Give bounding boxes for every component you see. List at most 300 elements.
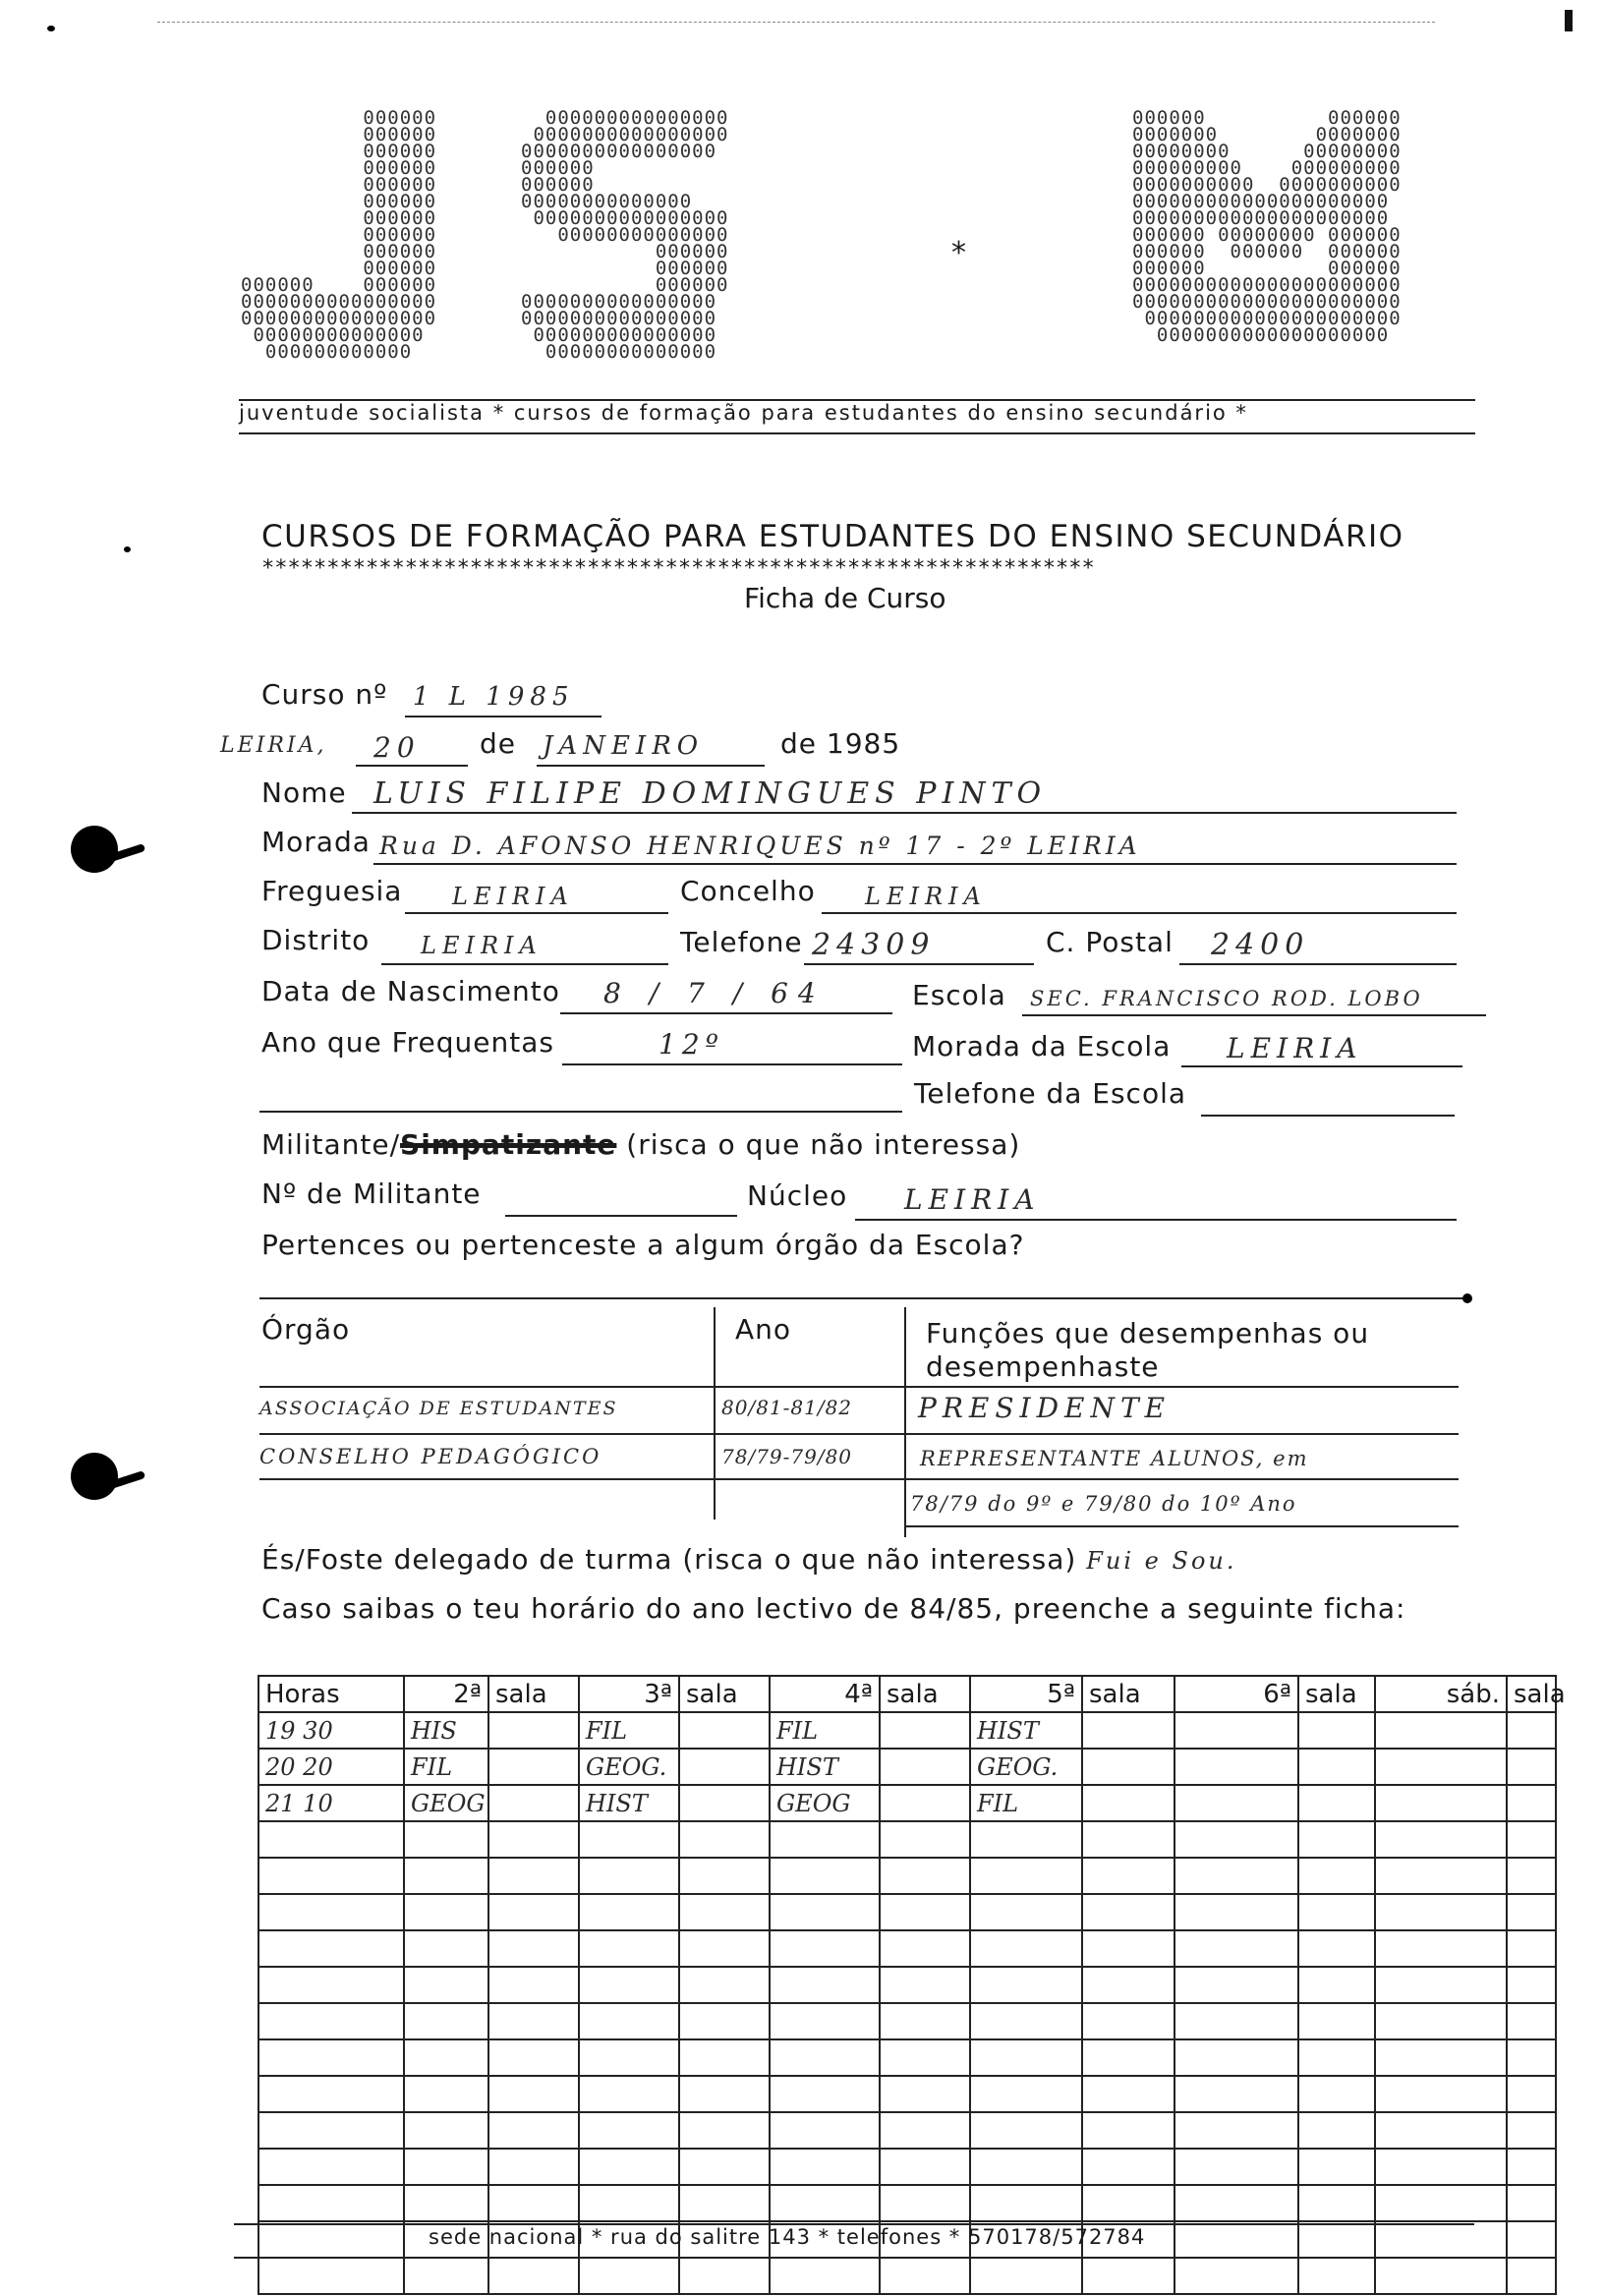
horario-header-8: sala [1082,1676,1174,1712]
horario-table [258,1675,1566,2295]
simpatizante-label: Simpatizante [400,1128,617,1161]
orgao-row-1-orgao: ASSOCIAÇÃO DE ESTUDANTES [259,1398,618,1419]
horario-cell [1082,2076,1174,2112]
horario-cell [1507,1967,1556,2003]
horario-cell: GEOG [770,1785,880,1821]
punch-hole-2 [71,1453,118,1500]
freguesia-value: LEIRIA [452,883,574,910]
horario-cell [1507,1858,1556,1894]
orgao-row-2-orgao: CONSELHO PEDAGÓGICO [259,1445,602,1468]
horario-cell [970,1930,1082,1967]
horario-cell [970,1858,1082,1894]
horario-cell [770,2112,880,2149]
horario-row [258,1749,1556,1785]
horario-cell [1507,2112,1556,2149]
horario-cell [1174,1930,1298,1967]
num-militante-line [505,1215,737,1217]
horario-cell [1174,1894,1298,1930]
horario-row [258,1930,1556,1967]
horario-cell [1174,1749,1298,1785]
distrito-value: LEIRIA [421,932,543,959]
nome-line [352,812,1457,814]
horario-cell [404,2039,488,2076]
orgao-table-top [259,1297,1466,1299]
horario-cell [970,2076,1082,2112]
top-scan-line [157,22,1435,23]
horario-cell [1507,1821,1556,1858]
horario-cell [488,2076,579,2112]
horario-header-0: Horas [258,1676,404,1712]
nucleo-value: LEIRIA [904,1183,1041,1216]
horario-cell [1507,2185,1556,2221]
horario-cell [258,2076,404,2112]
horario-cell [880,1930,970,1967]
horario-cell [1375,2185,1507,2221]
horario-cell [1507,2003,1556,2039]
horario-cell [880,2003,970,2039]
horario-cell [1375,2258,1507,2294]
ano-header: Ano [735,1313,792,1346]
cpostal-line [1179,963,1457,965]
escola-label: Escola [912,979,1006,1011]
logo-tagline: juventude socialista * cursos de formação para estudantes do ensino secundário * [239,401,1248,425]
horario-cell [579,2039,679,2076]
title-stars: **************************************************************** [261,556,1095,581]
horario-cell [1174,2112,1298,2149]
horario-cell [1507,1785,1556,1821]
horario-cell [1082,1821,1174,1858]
horario-cell [258,1967,404,2003]
horario-cell [488,2149,579,2185]
horario-cell [258,2185,404,2221]
delegado-line [261,1543,1237,1576]
horario-cell [488,1894,579,1930]
horario-cell [679,1930,770,1967]
horario-cell [1507,2221,1556,2258]
horario-cell [579,2112,679,2149]
ano-line [562,1063,902,1065]
morada-escola-value: LEIRIA [1227,1032,1363,1064]
ano-label: Ano que Frequentas [261,1026,554,1059]
morada-escola-label: Morada da Escola [912,1030,1172,1062]
horario-cell [1298,2258,1375,2294]
orgao-col-divider-1 [714,1307,716,1520]
punch-hole-1 [71,826,118,873]
orgao-header: Órgão [261,1313,351,1346]
horario-cell [1375,1712,1507,1749]
horario-cell [404,1821,488,1858]
horario-cell [488,2003,579,2039]
horario-cell [488,1749,579,1785]
orgao-col-divider-2 [904,1307,906,1537]
nucleo-line [855,1219,1457,1221]
horario-cell [1174,2185,1298,2221]
nucleo-label: Núcleo [747,1179,848,1212]
horario-cell [679,1749,770,1785]
horario-cell [404,2003,488,2039]
curso-line [405,716,602,718]
horario-cell: GEOG. [579,1749,679,1785]
horario-cell [679,1821,770,1858]
horario-cell [404,2112,488,2149]
horario-header-5: 4ª [770,1676,880,1712]
horario-cell [1082,1894,1174,1930]
horario-cell: GEOG [404,1785,488,1821]
orgao-row-3-funcao: 78/79 do 9º e 79/80 do 10º Ano [910,1492,1297,1516]
horario-cell [579,2003,679,2039]
horario-cell [1082,1858,1174,1894]
horario-cell [1298,1712,1375,1749]
horario-cell [404,2149,488,2185]
horario-cell [404,1894,488,1930]
horario-cell [970,1821,1082,1858]
horario-cell [1298,1858,1375,1894]
horario-cell [880,2185,970,2221]
horario-row [258,1821,1556,1858]
month-line [537,765,765,767]
concelho-value: LEIRIA [865,883,987,910]
delegado-label: És/Foste delegado de turma (risca o que não interessa) [261,1543,1077,1576]
horario-cell [1375,2076,1507,2112]
horario-cell [770,2185,880,2221]
horario-cell [488,1785,579,1821]
logo-letter-s: 000000000000000 0000000000000000 0000000000000000 000000 000000 00000000000000 0000000000000000 00000000000000 000000 000000 000000 0000000000000000 0000000000000000 000000000000000 00000000000000 [521,107,729,363]
day-line [356,765,468,767]
horario-header-12: sala [1507,1676,1556,1712]
horario-cell: 21 10 [258,1785,404,1821]
distrito-line [381,963,668,965]
horario-header-4: sala [679,1676,770,1712]
horario-cell [1174,1785,1298,1821]
risca-label: (risca o que não interessa) [626,1128,1021,1161]
horario-header-7: 5ª [970,1676,1082,1712]
footer-text: sede nacional * rua do salitre 143 * telefones * 570178/572784 [429,2225,1146,2249]
horario-header-1: 2ª [404,1676,488,1712]
horario-cell [1174,1858,1298,1894]
horario-cell [1082,2112,1174,2149]
horario-cell: GEOG. [970,1749,1082,1785]
horario-cell [880,1894,970,1930]
horario-cell: HIS [404,1712,488,1749]
escola-line [1022,1014,1486,1016]
horario-cell: FIL [770,1712,880,1749]
horario-cell [488,2112,579,2149]
horario-cell [1507,1712,1556,1749]
horario-cell [258,1858,404,1894]
horario-cell: FIL [404,1749,488,1785]
horario-cell [488,1712,579,1749]
horario-cell [579,2149,679,2185]
horario-cell [970,2258,1082,2294]
horario-cell [679,2039,770,2076]
horario-cell [1298,2003,1375,2039]
orgao-row-2-funcao: REPRESENTANTE ALUNOS, em [920,1447,1309,1470]
horario-cell [970,2003,1082,2039]
horario-cell [880,1749,970,1785]
horario-cell: HIST [770,1749,880,1785]
horario-cell [1298,2076,1375,2112]
horario-cell [770,2003,880,2039]
telefone-label: Telefone [680,926,803,958]
morada-escola-line [1181,1065,1462,1067]
horario-cell [1298,2149,1375,2185]
logo-letter-j: 000000 000000 000000 000000 000000 000000 000000 000000 000000 000000 000000 000000 0000000000000000 0000000000000000 00000000000000 000000000000 [241,107,437,363]
morada-line [373,863,1457,865]
horario-cell [579,1821,679,1858]
scan-mark [47,26,55,31]
horario-cell: FIL [579,1712,679,1749]
horario-cell [258,2221,404,2258]
horario-row [258,2112,1556,2149]
horario-cell: FIL [970,1785,1082,1821]
horario-cell [1174,1712,1298,1749]
horario-cell [1375,1967,1507,2003]
logo-rule-bottom [239,432,1475,434]
day-value: 20 [373,731,421,764]
orgao-row-3-rule [904,1525,1459,1527]
horario-cell: HIST [579,1785,679,1821]
horario-cell [679,1712,770,1749]
horario-cell [679,1967,770,2003]
horario-cell [770,1894,880,1930]
nascimento-label: Data de Nascimento [261,975,560,1007]
nome-label: Nome [261,776,347,809]
de-label: de [480,727,516,760]
orgao-row-2-rule [259,1478,1459,1480]
concelho-label: Concelho [680,875,816,907]
horario-cell [1507,2039,1556,2076]
horario-cell [1174,2003,1298,2039]
horario-cell [1507,1749,1556,1785]
orgao-row-2-ano: 78/79-79/80 [721,1445,853,1468]
scan-mark [1462,1293,1472,1303]
pertences-label: Pertences ou pertenceste a algum órgão da Escola? [261,1229,1025,1261]
horario-cell [1174,2221,1298,2258]
horario-cell [880,1967,970,2003]
telefone-escola-line [1201,1115,1455,1117]
horario-cell [970,2039,1082,2076]
horario-cell [488,1821,579,1858]
horario-cell [1082,2149,1174,2185]
militante-label: Militante/ [261,1128,401,1161]
horario-cell [258,2003,404,2039]
horario-cell [679,1894,770,1930]
cpostal-label: C. Postal [1046,926,1174,958]
horario-cell [1082,1967,1174,2003]
horario-row [258,2185,1556,2221]
nascimento-value: 8 / 7 / 64 [603,977,826,1009]
page-subtitle: Ficha de Curso [744,582,946,614]
horario-row [258,2076,1556,2112]
horario-row [258,2039,1556,2076]
distrito-label: Distrito [261,924,371,956]
telefone-line [804,963,1034,965]
horario-cell [258,2258,404,2294]
horario-cell [679,2076,770,2112]
horario-cell [1082,1712,1174,1749]
horario-cell [579,1930,679,1967]
horario-cell [488,2039,579,2076]
telefone-value: 24309 [812,928,936,962]
horario-cell [404,1967,488,2003]
horario-cell [258,1894,404,1930]
freguesia-label: Freguesia [261,875,403,907]
corner-mark [1565,10,1573,31]
funcoes-header: Funções que desempenhas ou desempenhaste [926,1317,1370,1383]
horario-cell [679,2112,770,2149]
horario-cell [770,2258,880,2294]
horario-row [258,1712,1556,1749]
horario-cell [679,1858,770,1894]
horario-cell [880,2076,970,2112]
horario-cell [970,2112,1082,2149]
horario-cell [404,1858,488,1894]
horario-cell [1507,1930,1556,1967]
horario-cell [1375,1858,1507,1894]
horario-cell [579,2258,679,2294]
horario-cell [488,2258,579,2294]
horario-cell [1375,2221,1507,2258]
horario-cell [880,2149,970,2185]
orgao-header-rule [259,1386,1459,1388]
horario-cell [1375,1749,1507,1785]
horario-row [258,2149,1556,2185]
horario-cell [1298,1749,1375,1785]
horario-cell [579,1858,679,1894]
horario-header-6: sala [880,1676,970,1712]
horario-cell [1375,1821,1507,1858]
horario-cell [1298,2112,1375,2149]
horario-cell [1082,1930,1174,1967]
horario-cell: 19 30 [258,1712,404,1749]
horario-cell [880,1858,970,1894]
horario-cell [970,2149,1082,2185]
horario-cell: HIST [970,1712,1082,1749]
horario-cell [1507,2076,1556,2112]
logo-asterisk: * [951,236,966,270]
horario-cell [1174,2258,1298,2294]
horario-cell [1174,2076,1298,2112]
horario-cell [770,1858,880,1894]
ano-value: 12º [659,1028,724,1061]
horario-cell [404,2076,488,2112]
horario-cell [970,2185,1082,2221]
horario-cell [770,1930,880,1967]
horario-cell [258,2039,404,2076]
horario-header-11: sáb. [1375,1676,1507,1712]
militante-line [261,1128,1020,1161]
horario-cell [880,1821,970,1858]
scan-mark [124,546,131,552]
horario-cell [579,1967,679,2003]
horario-cell [1082,2258,1174,2294]
horario-cell [1298,1785,1375,1821]
horario-cell [1174,1967,1298,2003]
horario-row [258,2258,1556,2294]
horario-header-3: 3ª [579,1676,679,1712]
orgao-row-1-funcao: PRESIDENTE [918,1392,1172,1424]
nascimento-line [560,1012,892,1014]
horario-cell [258,2112,404,2149]
horario-cell [1082,2185,1174,2221]
telefone-escola-label: Telefone da Escola [914,1077,1187,1110]
horario-cell [1507,2149,1556,2185]
horario-cell [770,1967,880,2003]
horario-cell [679,2003,770,2039]
page-title: CURSOS DE FORMAÇÃO PARA ESTUDANTES DO ENSINO SECUNDÁRIO [261,519,1404,554]
horario-cell [404,2258,488,2294]
horario-cell [1375,1894,1507,1930]
horario-cell [880,1712,970,1749]
horario-cell [258,2149,404,2185]
place-value: LEIRIA, [220,733,327,758]
year-label: de 1985 [780,727,901,760]
horario-cell [1375,1930,1507,1967]
freguesia-line [405,912,668,914]
horario-cell: 20 20 [258,1749,404,1785]
horario-cell [488,1858,579,1894]
horario-header-10: sala [1298,1676,1375,1712]
horario-cell [1298,2185,1375,2221]
footer-rule-bottom [234,2257,1474,2259]
morada-label: Morada [261,826,371,858]
logo-letter-m: 000000 000000 0000000 0000000 00000000 00000000 000000000 000000000 0000000000 0000000000 000000000000000000000 000000000000000000000 000000 00000000 000000 000000 000000 000000 000000 000000 0000000000000000000000 0000000000000000000000 000000000000000000000 0000000000000000000 [1132,107,1402,346]
horario-cell [258,1821,404,1858]
horario-cell [679,2185,770,2221]
concelho-line [822,912,1457,914]
num-militante-label: Nº de Militante [261,1177,482,1210]
horario-cell [1375,2003,1507,2039]
horario-cell [1375,1785,1507,1821]
nome-value: LUIS FILIPE DOMINGUES PINTO [373,776,1048,811]
horario-row [258,1785,1556,1821]
horario-row [258,1858,1556,1894]
horario-cell [1174,1821,1298,1858]
horario-cell [1375,2149,1507,2185]
horario-row [258,2003,1556,2039]
orgao-row-1-ano: 80/81-81/82 [721,1396,853,1419]
horario-cell [1507,2258,1556,2294]
horario-cell [488,1930,579,1967]
escola-value: SEC. FRANCISCO ROD. LOBO [1030,987,1423,1010]
horario-cell [1375,2112,1507,2149]
horario-row [258,1967,1556,2003]
horario-cell [880,1785,970,1821]
morada-value: Rua D. AFONSO HENRIQUES nº 17 - 2º LEIRIA [379,832,1141,860]
horario-cell [880,2039,970,2076]
horario-header-2: sala [488,1676,579,1712]
horario-cell [1174,2039,1298,2076]
horario-cell [579,2185,679,2221]
month-value: JANEIRO [543,731,705,761]
horario-cell [1298,1821,1375,1858]
horario-cell [770,2039,880,2076]
horario-cell [1082,1749,1174,1785]
horario-cell [404,1930,488,1967]
horario-cell [579,1894,679,1930]
horario-cell [880,2258,970,2294]
horario-cell [1082,2003,1174,2039]
horario-cell [1174,2149,1298,2185]
horario-cell [679,2149,770,2185]
horario-header-9: 6ª [1174,1676,1298,1712]
horario-cell [1082,1785,1174,1821]
horario-cell [1375,2039,1507,2076]
horario-cell [1298,2221,1375,2258]
delegado-value: Fui e Sou. [1086,1547,1237,1575]
horario-cell [970,1967,1082,2003]
horario-header-row [258,1676,1556,1712]
